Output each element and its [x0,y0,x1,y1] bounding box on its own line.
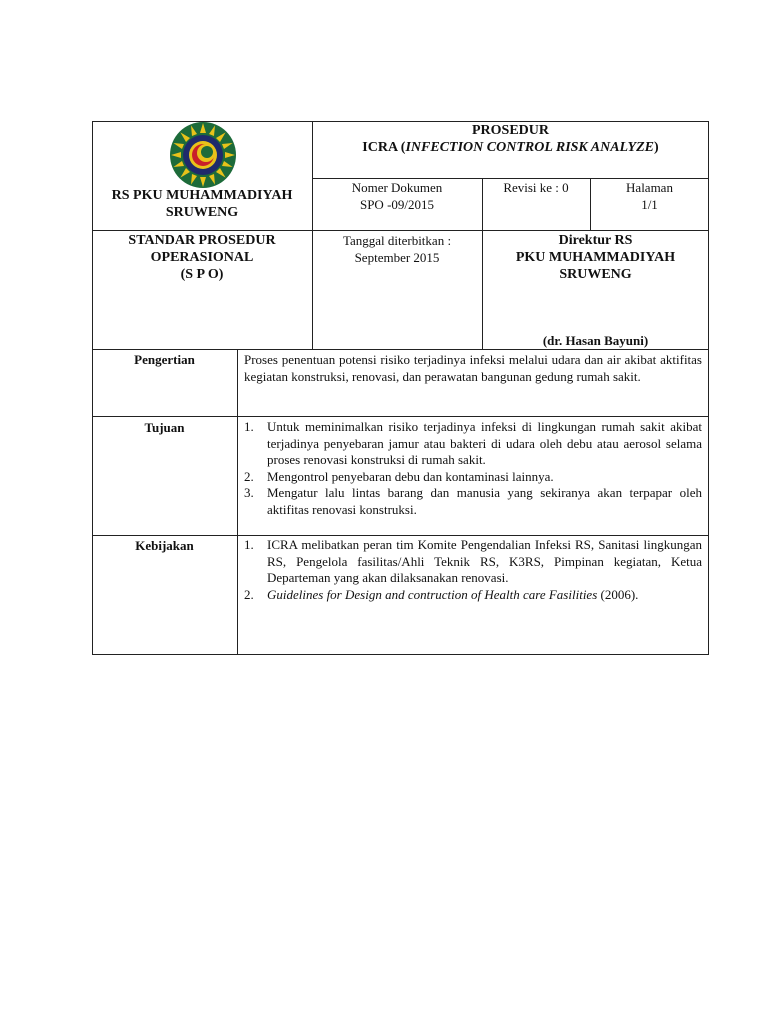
hospital-name-line2: SRUWENG [165,205,239,220]
nomer-label: Nomer Dokumen [351,180,443,195]
spo-line1: STANDAR PROSEDUR [128,233,276,248]
direktur-line3: SRUWENG [559,267,632,282]
kebijakan-item-1: 1. ICRA melibatkan peran tim Komite Pengendalian Infeksi RS, Sanitasi lingkungan RS, Pengelola fasilitas/Ahli Teknik RS, K3RS, Pimpinan kegiatan, Ketua Departeman yang akan dilaksanakan renovasi. [244,537,702,585]
document-title [312,122,709,156]
nomer-dokumen [312,179,482,213]
spo-line3: (S P O) [180,267,224,282]
revisi-label: Revisi ke : 0 [503,180,569,195]
kebijakan-label: Kebijakan [135,538,194,553]
body-divider-h1 [92,416,709,417]
spo-label [92,232,312,283]
header-divider-h [92,230,709,231]
halaman-value: 1/1 [641,197,658,212]
tujuan-label: Tujuan [144,420,185,435]
direktur-name: (dr. Hasan Bayuni) [542,333,649,348]
halaman-label: Halaman [626,180,673,195]
nomer-value: SPO -09/2015 [359,197,435,212]
title-prosedur: PROSEDUR [471,123,549,138]
kebijakan-item-2: 2. Guidelines for Design and contruction of Health care Fasilities (2006). [244,586,639,602]
pengertian-text: Proses penentuan potensi risiko terjadinya infeksi melalui udara dan air akibat aktifitas kegiatan konstruksi, renovasi, dan perawatan bangunan gedung rumah sakit. [244,352,702,384]
revisi [482,179,590,196]
pengertian-label: Pengertian [134,352,195,367]
tujuan-list [238,419,702,518]
direktur-line2: PKU MUHAMMADIYAH [515,250,676,265]
hospital-logo-icon [167,121,239,189]
tanggal-value: September 2015 [354,250,440,265]
tujuan-item-3: 3. Mengatur lalu lintas barang dan manusia yang sekiranya akan terpapar oleh aktifitas renovasi konstruksi. [244,485,702,517]
tanggal-label: Tanggal diterbitkan : [342,233,452,248]
spo-line2: OPERASIONAL [150,250,254,265]
kebijakan-list [238,537,702,603]
body-divider-h2 [92,535,709,536]
tujuan-item-2: 2. Mengontrol penyebaran debu dan kontaminasi lainnya. [244,468,554,484]
direktur-block [482,232,709,283]
title-icra: ICRA (INFECTION CONTROL RISK ANALYZE) [362,140,659,155]
hospital-name [92,187,312,221]
tanggal-diterbitkan [312,232,482,266]
hospital-name-line1: RS PKU MUHAMMADIYAH [111,188,293,203]
title-icra-italic: INFECTION CONTROL RISK ANALYZE [405,140,655,155]
direktur-line1: Direktur RS [558,233,633,248]
tujuan-item-1: 1. Untuk meminimalkan risiko terjadinya infeksi di lingkungan rumah sakit akibat terjadinya penyebaran jamur atau bakteri di udara oleh debu atau aerosol selama proses renovasi konstruksi di rumah sakit. [244,419,702,467]
halaman [590,179,709,213]
